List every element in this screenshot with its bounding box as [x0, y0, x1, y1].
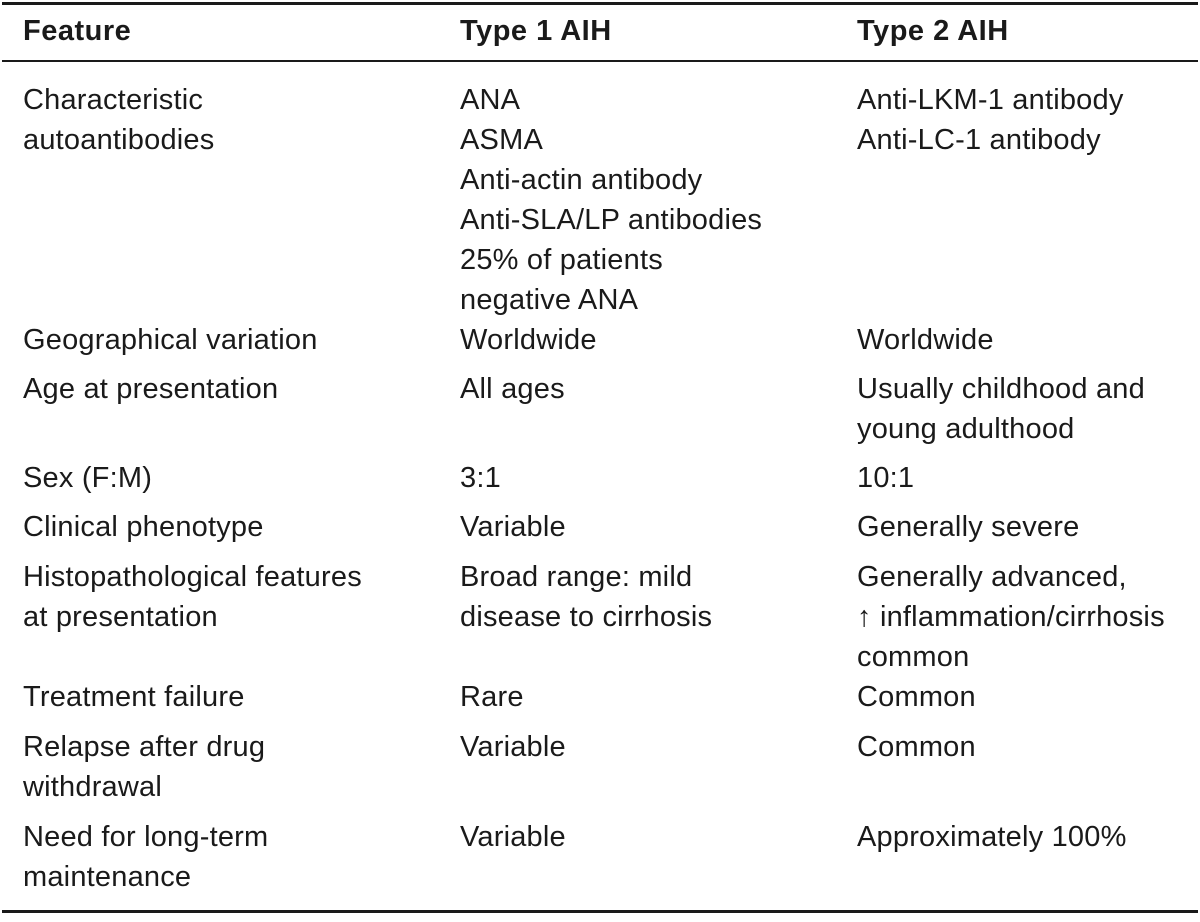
row-type1-histopathology: Broad range: mild disease to cirrhosis: [460, 561, 713, 633]
header-type1: Type 1 AIH: [460, 15, 612, 47]
row-feature-sex: Sex (F:M): [23, 462, 153, 494]
row-type2-sex: 10:1: [857, 462, 915, 494]
row-type2-maintenance: Approximately 100%: [857, 821, 1127, 853]
table-bottom-rule: [2, 910, 1198, 913]
row-type1-maintenance: Variable: [460, 821, 566, 853]
row-feature-relapse: Relapse after drug withdrawal: [23, 731, 266, 803]
row-type1-treatment-failure: Rare: [460, 681, 524, 713]
row-type1-relapse: Variable: [460, 731, 566, 763]
row-type1-sex: 3:1: [460, 462, 501, 494]
row-type1-phenotype: Variable: [460, 511, 566, 543]
row-feature-histopathology: Histopathological features at presentation: [23, 561, 362, 633]
row-type2-relapse: Common: [857, 731, 976, 763]
row-feature-maintenance: Need for long-term maintenance: [23, 821, 269, 893]
row-type2-age: Usually childhood and young adulthood: [857, 373, 1145, 445]
row-type1-geographical: Worldwide: [460, 324, 597, 356]
row-type2-histopathology: Generally advanced, ↑ inflammation/cirrhosis common: [857, 561, 1165, 673]
row-type1-age: All ages: [460, 373, 565, 405]
row-feature-autoantibodies: Characteristic autoantibodies: [23, 84, 215, 156]
table-top-rule: [2, 2, 1198, 5]
row-feature-geographical: Geographical variation: [23, 324, 318, 356]
row-type2-phenotype: Generally severe: [857, 511, 1080, 543]
row-type2-geographical: Worldwide: [857, 324, 994, 356]
header-type2: Type 2 AIH: [857, 15, 1009, 47]
row-type2-treatment-failure: Common: [857, 681, 976, 713]
row-feature-age: Age at presentation: [23, 373, 279, 405]
row-feature-phenotype: Clinical phenotype: [23, 511, 264, 543]
row-type1-autoantibodies: ANA ASMA Anti-actin antibody Anti-SLA/LP antibodies 25% of patients negative ANA: [460, 84, 763, 316]
table-header-rule: [2, 60, 1198, 62]
row-type2-autoantibodies: Anti-LKM-1 antibody Anti-LC-1 antibody: [857, 84, 1124, 156]
header-feature: Feature: [23, 15, 132, 47]
row-feature-treatment-failure: Treatment failure: [23, 681, 245, 713]
